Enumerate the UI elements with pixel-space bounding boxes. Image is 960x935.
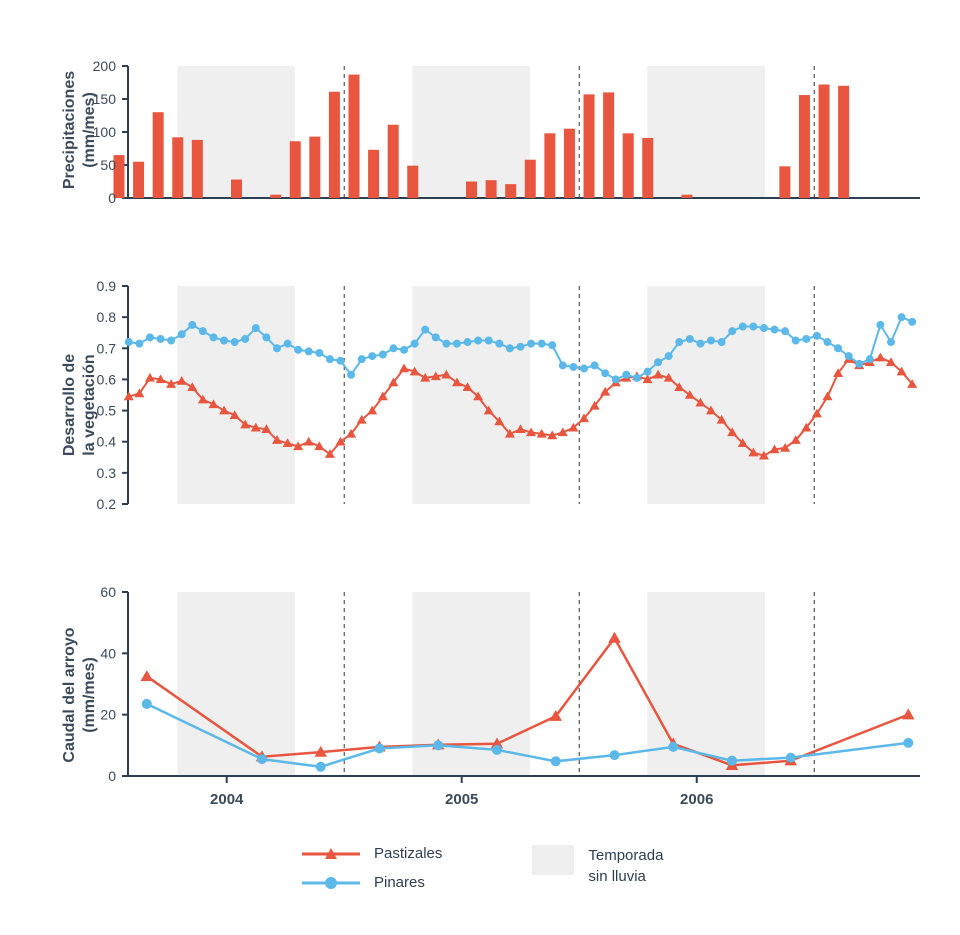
precip-bar — [270, 195, 281, 198]
data-point-circle — [453, 340, 461, 348]
veg-ytick: 0.4 — [96, 433, 116, 450]
precip-bar — [192, 140, 203, 198]
data-point-circle — [813, 332, 821, 340]
data-point-circle — [316, 762, 326, 772]
year-tick-label: 2006 — [680, 791, 714, 808]
precip-ytick: 200 — [92, 58, 116, 74]
data-point-circle — [464, 338, 472, 346]
data-point-circle — [188, 321, 196, 329]
veg-ytick: 0.2 — [96, 496, 116, 512]
precip-bar — [642, 138, 653, 198]
data-point-triangle — [399, 364, 409, 373]
data-point-circle — [326, 355, 334, 363]
data-point-circle — [421, 326, 429, 334]
data-point-circle — [887, 338, 895, 346]
data-point-circle — [337, 357, 345, 365]
flow-axis-title-line2: (mm/mes) — [81, 657, 98, 733]
data-point-circle — [142, 699, 152, 709]
precip-bar — [564, 129, 575, 198]
veg-axis-title-line2: la vegetación — [81, 354, 98, 456]
data-point-circle — [262, 333, 270, 341]
data-point-circle — [718, 338, 726, 346]
data-point-circle — [506, 344, 514, 352]
data-point-circle — [241, 335, 249, 343]
data-point-circle — [284, 340, 292, 348]
data-point-circle — [668, 742, 678, 752]
data-point-circle — [633, 374, 641, 382]
data-point-circle — [252, 324, 260, 332]
veg-ytick: 0.5 — [96, 402, 116, 419]
data-point-circle — [569, 363, 577, 371]
legend-item-dry-season — [532, 845, 663, 887]
flow-ytick: 60 — [100, 584, 116, 600]
precip-bar — [623, 133, 634, 198]
data-point-circle — [199, 327, 207, 335]
data-point-circle — [432, 333, 440, 341]
data-point-circle — [749, 322, 757, 330]
data-point-circle — [823, 338, 831, 346]
precip-bar — [309, 137, 320, 198]
precip-bar — [584, 94, 595, 198]
data-point-circle — [644, 368, 652, 376]
precip-bar — [172, 137, 183, 198]
precip-ytick: 100 — [92, 124, 116, 140]
veg-axis-title — [36, 300, 98, 520]
veg-axis-title-line1: Desarrollo de — [61, 353, 78, 457]
data-point-triangle — [608, 632, 621, 643]
data-point-triangle — [812, 409, 822, 418]
legend-series — [300, 845, 442, 891]
data-point-circle — [559, 361, 567, 369]
data-point-circle — [220, 337, 228, 345]
data-point-circle — [146, 333, 154, 341]
precip-bar — [525, 160, 536, 198]
legend-label-pinares: Pinares — [374, 874, 425, 891]
precip-bar — [603, 92, 614, 198]
data-point-circle — [855, 360, 863, 368]
precip-axis-title-line2: (mm/mes) — [81, 92, 98, 168]
legend-label-dry-season-line1: Temporada — [588, 847, 664, 864]
precip-ytick: 50 — [100, 157, 116, 173]
dry-season-shading — [177, 66, 765, 776]
data-point-circle — [686, 335, 694, 343]
data-point-circle — [527, 340, 535, 348]
data-point-circle — [609, 750, 619, 760]
data-point-circle — [580, 365, 588, 373]
year-tick-label: 2005 — [445, 791, 479, 808]
data-point-triangle — [822, 392, 832, 401]
data-point-circle — [876, 321, 884, 329]
data-point-circle — [903, 738, 913, 748]
data-point-circle — [622, 371, 630, 379]
data-point-circle — [898, 313, 906, 321]
precip-bar — [349, 75, 360, 198]
precip-bar — [290, 141, 301, 198]
legend-swatch-dry-season — [532, 845, 574, 875]
veg-ytick: 0.7 — [96, 340, 116, 357]
data-point-circle — [305, 347, 313, 355]
data-point-circle — [771, 326, 779, 334]
data-point-circle — [167, 337, 175, 345]
data-point-triangle — [304, 437, 314, 446]
precip-ytick: 150 — [92, 91, 116, 107]
data-point-circle — [347, 371, 355, 379]
data-point-circle — [516, 343, 524, 351]
data-point-circle — [474, 337, 482, 345]
veg-ytick: 0.8 — [96, 309, 116, 326]
data-point-circle — [411, 340, 419, 348]
data-point-circle — [135, 340, 143, 348]
legend-label-dry-season-line2: sin lluvia — [588, 868, 646, 885]
data-point-circle — [485, 337, 493, 345]
legend-marker-circle-icon — [300, 875, 362, 891]
data-point-circle — [433, 740, 443, 750]
legend — [300, 845, 900, 891]
data-point-circle — [273, 344, 281, 352]
data-point-circle — [908, 318, 916, 326]
flow-ytick: 0 — [108, 768, 116, 784]
data-point-triangle — [902, 708, 915, 719]
data-point-circle — [389, 344, 397, 352]
precip-bar — [388, 125, 399, 198]
precip-bar — [838, 86, 849, 198]
veg-ytick: 0.3 — [96, 464, 116, 481]
data-point-circle — [125, 338, 133, 346]
data-point-circle — [358, 355, 366, 363]
precip-ytick: 0 — [108, 190, 116, 206]
data-point-circle — [374, 743, 384, 753]
data-point-circle — [548, 341, 556, 349]
veg-ytick: 0.6 — [96, 371, 116, 388]
precip-bar — [133, 162, 144, 198]
precip-bar — [368, 150, 379, 198]
precip-bar — [544, 133, 555, 198]
data-point-circle — [792, 337, 800, 345]
data-point-circle — [209, 333, 217, 341]
data-point-circle — [760, 324, 768, 332]
data-point-circle — [178, 330, 186, 338]
data-point-circle — [834, 344, 842, 352]
data-point-circle — [257, 754, 267, 764]
legend-item-pinares — [300, 874, 442, 891]
data-point-circle — [727, 756, 737, 766]
legend-marker-triangle-icon — [300, 846, 362, 862]
data-point-circle — [492, 745, 502, 755]
precip-bar — [329, 92, 340, 198]
precip-axis-title-line1: Precipitaciones — [61, 70, 78, 190]
data-point-circle — [707, 337, 715, 345]
data-point-circle — [400, 346, 408, 354]
data-point-circle — [781, 327, 789, 335]
precip-bar — [153, 112, 164, 198]
data-point-circle — [696, 340, 704, 348]
data-point-circle — [495, 340, 503, 348]
data-point-circle — [538, 340, 546, 348]
precip-bar — [466, 182, 477, 199]
legend-label-pastizales: Pastizales — [374, 845, 443, 862]
data-point-triangle — [875, 353, 885, 362]
precip-bar — [486, 180, 497, 198]
flow-ytick: 40 — [100, 645, 116, 662]
data-point-circle — [157, 335, 165, 343]
precip-bar — [799, 95, 810, 198]
data-point-circle — [379, 351, 387, 359]
flow-axis-title-line1: Caudal del arroyo — [61, 627, 78, 763]
data-point-circle — [802, 335, 810, 343]
data-point-circle — [551, 756, 561, 766]
data-point-circle — [315, 349, 323, 357]
data-point-circle — [231, 338, 239, 346]
precip-bar — [407, 166, 418, 198]
precip-bar — [779, 166, 790, 198]
data-point-circle — [612, 375, 620, 383]
data-point-triangle — [141, 670, 154, 681]
data-point-circle — [728, 327, 736, 335]
precip-bar — [819, 84, 830, 198]
data-point-circle — [675, 338, 683, 346]
data-point-triangle — [145, 373, 155, 382]
precip-axis-title — [36, 70, 98, 210]
data-point-circle — [368, 352, 376, 360]
data-point-circle — [294, 346, 302, 354]
data-point-circle — [591, 361, 599, 369]
legend-item-pastizales — [300, 845, 442, 862]
precip-bar — [505, 184, 516, 198]
data-point-circle — [601, 369, 609, 377]
data-point-circle — [442, 340, 450, 348]
flow-axis-title — [36, 600, 98, 800]
data-point-circle — [786, 753, 796, 763]
precip-bar — [231, 180, 242, 198]
data-point-circle — [845, 352, 853, 360]
data-point-circle — [665, 352, 673, 360]
precip-bar — [681, 195, 692, 198]
veg-ytick: 0.9 — [96, 278, 116, 294]
data-point-circle — [866, 355, 874, 363]
year-tick-label: 2004 — [210, 791, 244, 808]
data-point-circle — [654, 358, 662, 366]
data-point-circle — [739, 322, 747, 330]
flow-ytick: 20 — [100, 706, 116, 723]
